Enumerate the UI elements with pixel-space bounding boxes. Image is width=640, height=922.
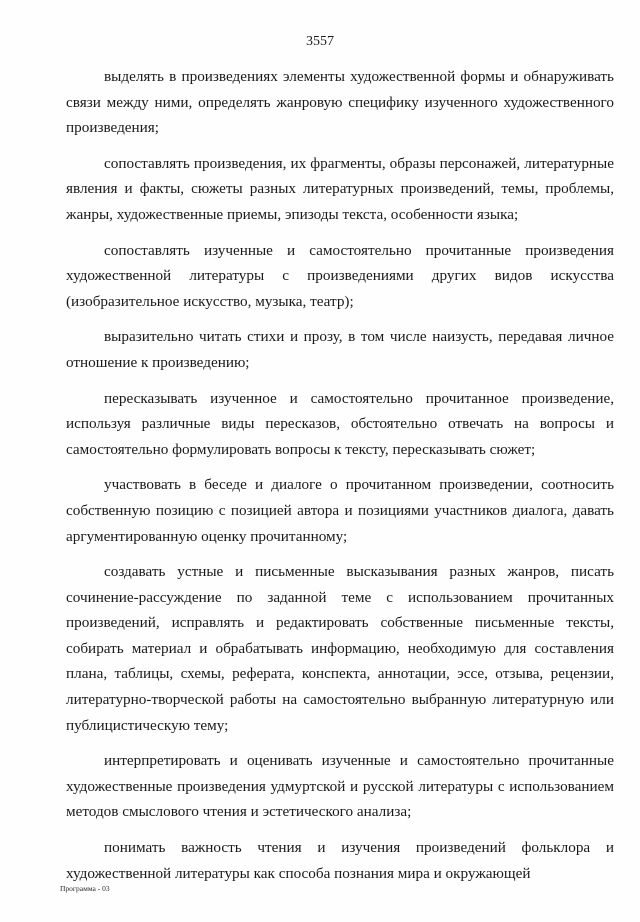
paragraph: выразительно читать стихи и прозу, в том числе наизусть, передавая личное отношение к произведению; (66, 328, 614, 371)
paragraph: сопоставлять изученные и самостоятельно прочитанные произведения художественной литературы с произведениями других видов искусства (изобразительное искусство, музыка, театр); (66, 241, 614, 310)
paragraph: пересказывать изученное и самостоятельно прочитанное произведение, используя различные виды пересказов, обстоятельно отвечать на вопросы и самостоятельно формулировать вопросы к тексту, пересказывать сюжет; (66, 389, 614, 458)
paragraph: создавать устные и письменные высказывания разных жанров, писать сочинение-рассуждение по заданной теме с использованием прочитанных произведений, исправлять и редактировать собственные письменные тексты, собирать материал и обрабатывать информацию, необходимую для составления плана, таблицы, схемы, реферата, конспекта, аннотации, эссе, отзыва, рецензии, литературно-творческой работы на самостоятельно выбранную литературную или публицистическую тему; (66, 563, 614, 734)
paragraph: интерпретировать и оценивать изученные и самостоятельно прочитанные художественные произведения удмуртской и русской литературы с использованием методов смыслового чтения и эстетического анализа; (66, 752, 614, 821)
footer-label: Программа - 03 (60, 884, 110, 893)
paragraph: участвовать в беседе и диалоге о прочитанном произведении, соотносить собственную позицию с позицией автора и позициями участников диалога, давать аргументированную оценку прочитанному; (66, 476, 614, 545)
paragraph: сопоставлять произведения, их фрагменты, образы персонажей, литературные явления и факты, сюжеты разных литературных произведений, темы, проблемы, жанры, художественные приемы, эпизоды текста, особенности языка; (66, 154, 614, 223)
body-text (66, 64, 614, 896)
paragraph: понимать важность чтения и изучения произведений фольклора и художественной литературы как способа познания мира и окружающей (66, 839, 614, 882)
paragraph: выделять в произведениях элементы художественной формы и обнаруживать связи между ними, определять жанровую специфику изученного художественного произведения; (66, 68, 614, 137)
page-number: 3557 (306, 34, 334, 49)
